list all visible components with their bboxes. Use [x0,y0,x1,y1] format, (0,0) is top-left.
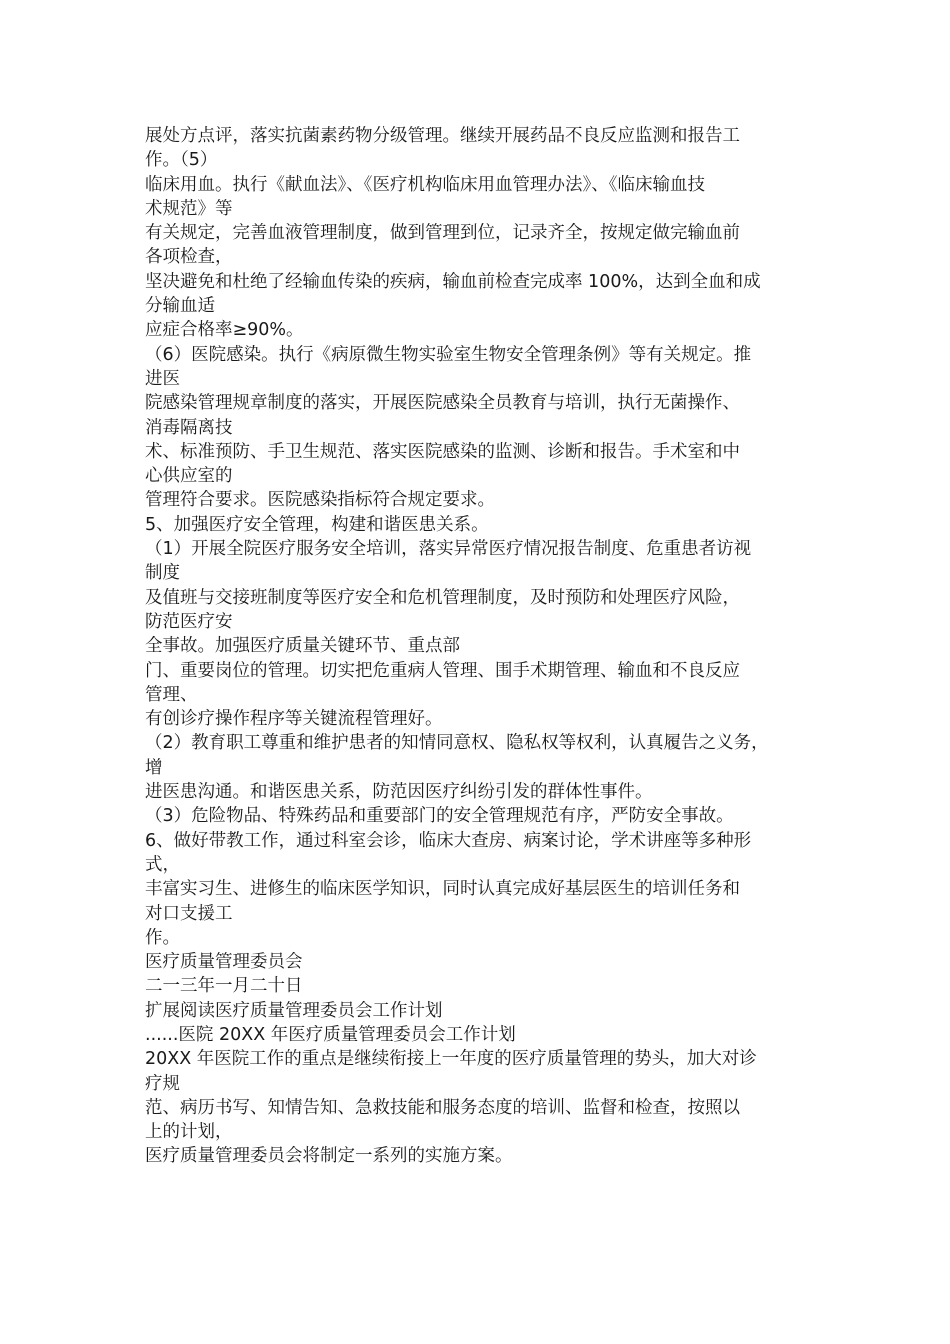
text-line: 全事故。加强医疗质量关键环节、重点部 [145,636,460,657]
text-line: 术规范》等 [145,198,233,219]
text-line: 有关规定，完善血液管理制度，做到管理到位，记录齐全，按规定做完输血前 [145,223,740,244]
text-line: 作。（5） [145,150,218,171]
text-line: 管理符合要求。医院感染指标符合规定要求。 [145,490,495,511]
text-line: （2）教育职工尊重和维护患者的知情同意权、隐私权等权利，认真履告之义务， [145,733,769,754]
text-line: 防范医疗安 [145,611,233,632]
text-line: 进医患沟通。和谐医患关系，防范因医疗纠纷引发的群体性事件。 [145,782,653,803]
text-line: 展处方点评，落实抗菌素药物分级管理。继续开展药品不良反应监测和报告工 [145,126,740,146]
text-line: 院感染管理规章制度的落实，开展医院感染全员教育与培训，执行无菌操作、 [145,393,740,414]
text-line: 扩展阅读医疗质量管理委员会工作计划 [145,1000,443,1021]
text-line: 管理、 [145,684,198,705]
text-line: 6、做好带教工作，通过科室会诊，临床大查房、病案讨论，学术讲座等多种形 [145,830,752,851]
text-line: 5、加强医疗安全管理，构建和谐医患关系。 [145,514,489,535]
text-line: 式， [145,854,180,875]
text-line: 增 [145,757,163,778]
text-line: 分输血适 [145,296,215,317]
text-line: 医疗质量管理委员会将制定一系列的实施方案。 [145,1146,513,1167]
text-line: （3）危险物品、特殊药品和重要部门的安全管理规范有序，严防安全事故。 [145,806,734,827]
text-line: 进医 [145,368,180,389]
text-line: 心供应室的 [145,466,233,487]
text-line: 作。 [145,927,180,948]
text-line: 临床用血。执行《献血法》、《医疗机构临床用血管理办法》、《临床输血技 [145,174,705,195]
text-line: 疗规 [145,1073,180,1094]
text-line: 门、重要岗位的管理。切实把危重病人管理、围手术期管理、输血和不良反应 [145,660,740,681]
text-line: 制度 [145,563,180,584]
text-line: 医疗质量管理委员会 [145,952,303,973]
text-line: 二一三年一月二十日 [145,976,303,997]
text-line: ......医院 20XX 年医疗质量管理委员会工作计划 [145,1024,516,1045]
text-line: （1）开展全院医疗服务安全培训，落实异常医疗情况报告制度、危重患者访视 [145,539,752,560]
text-line: 上的计划， [145,1122,233,1143]
text-line: 坚决避免和杜绝了经输血传染的疾病，输血前检查完成率 100%，达到全血和成 [145,271,761,292]
text-line: 术、标准预防、手卫生规范、落实医院感染的监测、诊断和报告。手术室和中 [145,441,740,462]
document-body [145,124,825,1169]
text-line: 各项检查， [145,247,233,268]
text-line: 20XX 年医院工作的重点是继续衔接上一年度的医疗质量管理的势头，加大对诊 [145,1049,757,1070]
text-line: 对口支援工 [145,903,233,924]
text-line: 丰富实习生、进修生的临床医学知识，同时认真完成好基层医生的培训任务和 [145,879,740,900]
text-line: 及值班与交接班制度等医疗安全和危机管理制度，及时预防和处理医疗风险， [145,587,740,608]
text-line: 消毒隔离技 [145,417,233,438]
text-line: 应症合格率≥90%。 [145,320,304,341]
text-line: 范、病历书写、知情告知、急救技能和服务态度的培训、监督和检查，按照以 [145,1097,740,1118]
text-line: （6）医院感染。执行《病原微生物实验室生物安全管理条例》等有关规定。推 [145,344,752,365]
text-line: 有创诊疗操作程序等关键流程管理好。 [145,709,443,730]
